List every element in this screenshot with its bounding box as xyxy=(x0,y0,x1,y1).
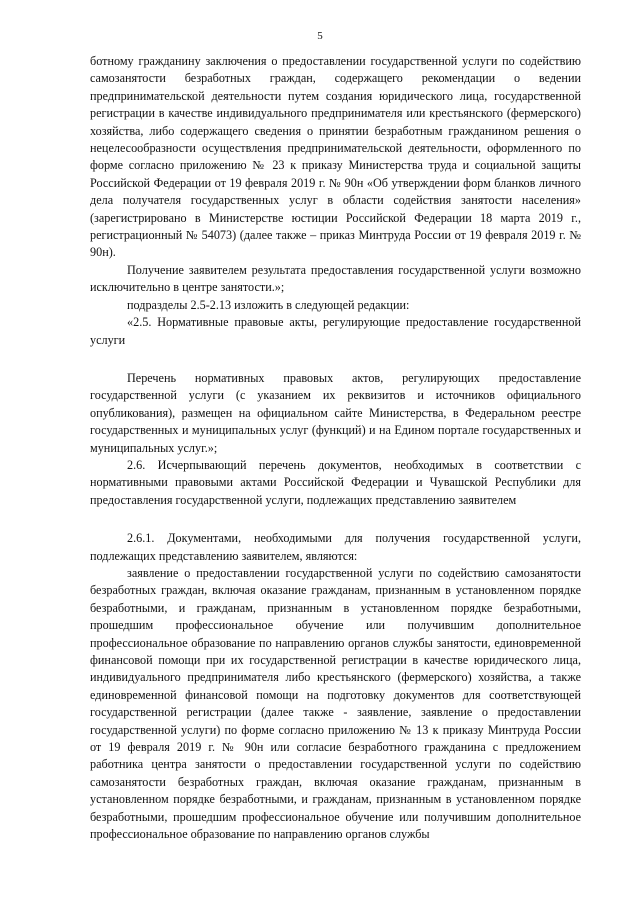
document-body xyxy=(90,53,581,843)
paragraph-subsections-instruction: подразделы 2.5-2.13 изложить в следующей редакции: xyxy=(127,297,410,312)
paragraph-continuation: ботному гражданину заключения о предоставлении государственной услуги по содействию самозанятости безработных граждан, содержащего рекомендации о ведении предпринимательской деятельности путем создания юридического лица, государственной регистрации в качестве индивидуального предпринимателя или крестьянского (фермерского) хозяйства, либо содержащего сведения о принятии безработным гражданином решения о нецелесообразности осуществления предпринимательской деятельности, оформленного по форме согласно приложению № 23 к приказу Министерства труда и социальной защиты Российской Федерации от 19 февраля 2019 г. № 90н «Об утверждении форм бланков личного дела получателя государственных услуг в области содействия занятости населения» (зарегистрировано в Министерстве юстиции Российской Федерации 18 марта 2019 г., регистрационный № 54073) (далее также – приказ Минтруда России от 19 февраля 2019 г. № 90н). xyxy=(90,54,581,260)
paragraph-result-receipt: Получение заявителем результата предоставления государственной услуги возможно исключительно в центре занятости.»; xyxy=(90,262,581,295)
paragraph-spacer xyxy=(90,349,581,370)
page-number: 5 xyxy=(317,30,323,42)
section-heading-2-6: 2.6. Исчерпывающий перечень документов, необходимых в соответствии с нормативными правовыми актами Российской Федерации и Чувашской Республики для предоставления государственной услуги, подлежащих представлению заявителем xyxy=(90,457,581,507)
paragraph-legal-acts-list: Перечень нормативных правовых актов, регулирующих предоставление государственной услуги (с указанием их реквизитов и источников официального опубликования), размещен на официальном сайте Министерства, в Федеральном реестре государственных и муниципальных услуг (функций) и на Едином портале государственных и муниципальных услуг.»; xyxy=(90,370,581,455)
paragraph-2-6-1: 2.6.1. Документами, необходимыми для получения государственной услуги, подлежащих представлению заявителем, являются: xyxy=(90,531,581,563)
paragraph-application-description: заявление о предоставлении государственной услуги по содействию самозанятости безработных граждан, включая оказание гражданам, признанным в установленном порядке безработными, и гражданам, признанным в установленном порядке безработными, прошедшим профессиональное обучение или получившим дополнительное профессиональное образование по направлению органов службы занятости, единовременной финансовой помощи при их государственной регистрации в качестве юридического лица, индивидуального предпринимателя либо крестьянского (фермерского) хозяйства, а также единовременной финансовой помощи на подготовку документов для соответствующей государственной регистрации (далее также - заявление, заявление о предоставлении государственной услуги) по форме согласно приложению № 13 к приказу Минтруда России от 19 февраля 2019 г. № 90н или согласие безработного гражданина с предложением работника центра занятости о предоставлении государственной услуги по содействию самозанятости безработных граждан, включая оказание гражданам, признанным в установленном порядке безработными, и гражданам, признанным в установленном порядке безработными, прошедшим профессиональное обучение или получившим дополнительное профессиональное образование по направлению органов службы xyxy=(90,565,581,842)
section-heading-2-5: «2.5. Нормативные правовые акты, регулирующие предоставление государственной услуги xyxy=(90,315,581,347)
paragraph-spacer xyxy=(90,509,581,530)
